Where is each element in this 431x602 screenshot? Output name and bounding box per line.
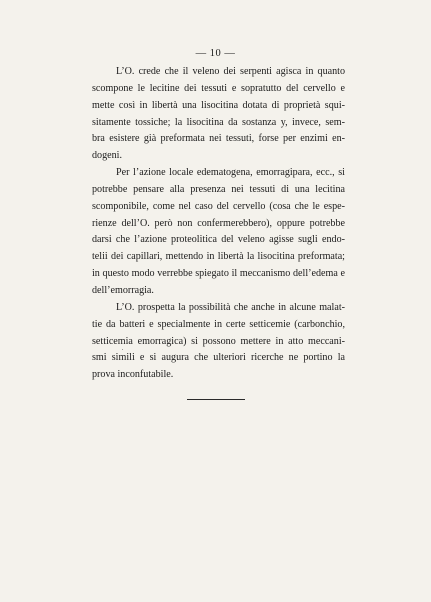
text-line: rienze dell’O. però non confermerebbero), oppure potrebbe [92, 217, 345, 229]
section-divider [187, 399, 245, 400]
text-line: scomponibile, come nel caso del cervello (cosa che le espe- [92, 200, 345, 212]
text-line: in questo modo verrebbe spiegato il meccanismo dell’edema e [92, 268, 345, 280]
text-line: dell’emorragia. [92, 284, 154, 296]
text-line: bra esistere già preformata nei tessuti, forse per enzimi en- [92, 133, 345, 145]
body-text [92, 64, 345, 384]
text-line: L’O. crede che il veleno dei serpenti agisca in quanto [116, 66, 345, 77]
text-line: scompone le lecitine dei tessuti e sopratutto del cervello e [92, 82, 345, 94]
text-line: smi simili e si augura che ulteriori ricerche ne portino la [92, 352, 345, 364]
text-line: sitamente tossiche; la lisocitina da sostanza y, invece, sem- [92, 116, 345, 128]
text-line: setticemia emorragica) si possono mettere in atto meccani- [92, 335, 345, 347]
text-line: potrebbe pensare alla presenza nei tessuti di una lecitina [92, 183, 345, 195]
text-line: prova inconfutabile. [92, 369, 174, 381]
speck [122, 349, 123, 350]
text-line: Per l’azione locale edematogena, emorragipara, ecc., si [116, 167, 345, 179]
text-line: L’O. prospetta la possibilità che anche in alcune malat- [116, 301, 345, 313]
text-line: mette così in libertà una lisocitina dotata di proprietà squi- [92, 99, 345, 111]
text-line: dogeni. [92, 150, 122, 162]
text-line: tie da batteri e specialmente in certe setticemie (carbonchio, [92, 318, 345, 330]
text-line: darsi che l’azione proteolitica del veleno agisse sugli endo- [92, 234, 345, 246]
text-line: telii dei capillari, mettendo in libertà la lisocitina preformata; [92, 251, 345, 263]
page-number: — 10 — [195, 48, 236, 59]
